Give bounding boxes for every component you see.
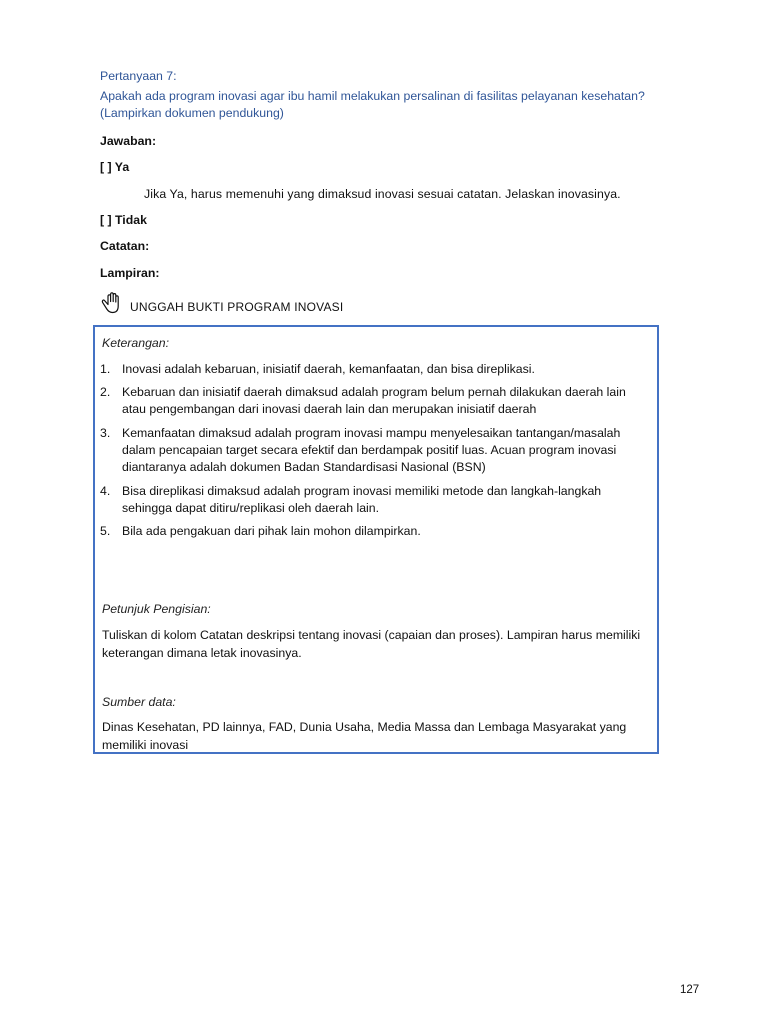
option-no[interactable]: [ ] Tidak bbox=[100, 213, 147, 227]
notes-heading: Catatan: bbox=[100, 239, 150, 253]
petunjuk-text: Tuliskan di kolom Catatan deskripsi tentang inovasi (capaian dan proses). Lampiran harus memiliki keterangan dimana letak inovasinya. bbox=[102, 628, 641, 660]
question-text bbox=[100, 88, 700, 122]
option-yes[interactable]: [ ] Ya bbox=[100, 160, 130, 174]
list-item-text: Inovasi adalah kebaruan, inisiatif daerah, kemanfaatan, dan bisa direplikasi. bbox=[122, 362, 535, 376]
list-item bbox=[100, 361, 652, 378]
list-item-number: 2. bbox=[100, 385, 111, 399]
question-line-1: Apakah ada program inovasi agar ibu hamil melakukan persalinan di fasilitas pelayanan kesehatan? bbox=[100, 89, 645, 103]
pointing-hand-icon bbox=[100, 291, 124, 315]
question-label: Pertanyaan 7: bbox=[100, 69, 177, 83]
sumber-title: Sumber data: bbox=[102, 695, 176, 709]
yes-note: Jika Ya, harus memenuhi yang dimaksud inovasi sesuai catatan. Jelaskan inovasinya. bbox=[144, 187, 621, 201]
upload-evidence-button[interactable] bbox=[100, 291, 343, 315]
sumber-text: Dinas Kesehatan, PD lainnya, FAD, Dunia Usaha, Media Massa dan Lembaga Masyarakat yang memiliki inovasi bbox=[102, 720, 627, 752]
list-item bbox=[100, 483, 652, 517]
list-item-text: Kebaruan dan inisiatif daerah dimaksud adalah program belum pernah dilakukan daerah lain atau pengembangan dari inovasi daerah lain dan merupakan inisiatif daerah bbox=[122, 385, 626, 416]
list-item-text: Kemanfaatan dimaksud adalah program inovasi mampu menyelesaikan tantangan/masalah dalam pencapaian target secara efektif dan berdampak positif luas. Acuan program inovasi diantaranya adalah dokumen Badan Standardisasi Nasional (BSN) bbox=[122, 426, 621, 474]
list-item bbox=[100, 425, 652, 476]
info-box bbox=[93, 325, 659, 754]
upload-evidence-label: UNGGAH BUKTI PROGRAM INOVASI bbox=[130, 300, 344, 314]
attachment-heading: Lampiran: bbox=[100, 266, 160, 280]
keterangan-title: Keterangan: bbox=[102, 336, 170, 350]
list-item-number: 4. bbox=[100, 484, 111, 498]
list-item-number: 3. bbox=[100, 426, 111, 440]
petunjuk-title: Petunjuk Pengisian: bbox=[102, 602, 211, 616]
list-item-text: Bisa direplikasi dimaksud adalah program inovasi memiliki metode dan langkah-langkah sehingga dapat ditiru/replikasi oleh daerah lain. bbox=[122, 484, 602, 515]
question-line-2: (Lampirkan dokumen pendukung) bbox=[100, 106, 284, 120]
page-number: 127 bbox=[680, 984, 700, 996]
list-item-number: 1. bbox=[100, 362, 111, 376]
answer-heading: Jawaban: bbox=[100, 134, 157, 148]
list-item-text: Bila ada pengakuan dari pihak lain mohon dilampirkan. bbox=[122, 524, 421, 538]
list-item bbox=[100, 384, 652, 418]
list-item bbox=[100, 523, 652, 540]
keterangan-list bbox=[100, 361, 652, 546]
list-item-number: 5. bbox=[100, 524, 111, 538]
